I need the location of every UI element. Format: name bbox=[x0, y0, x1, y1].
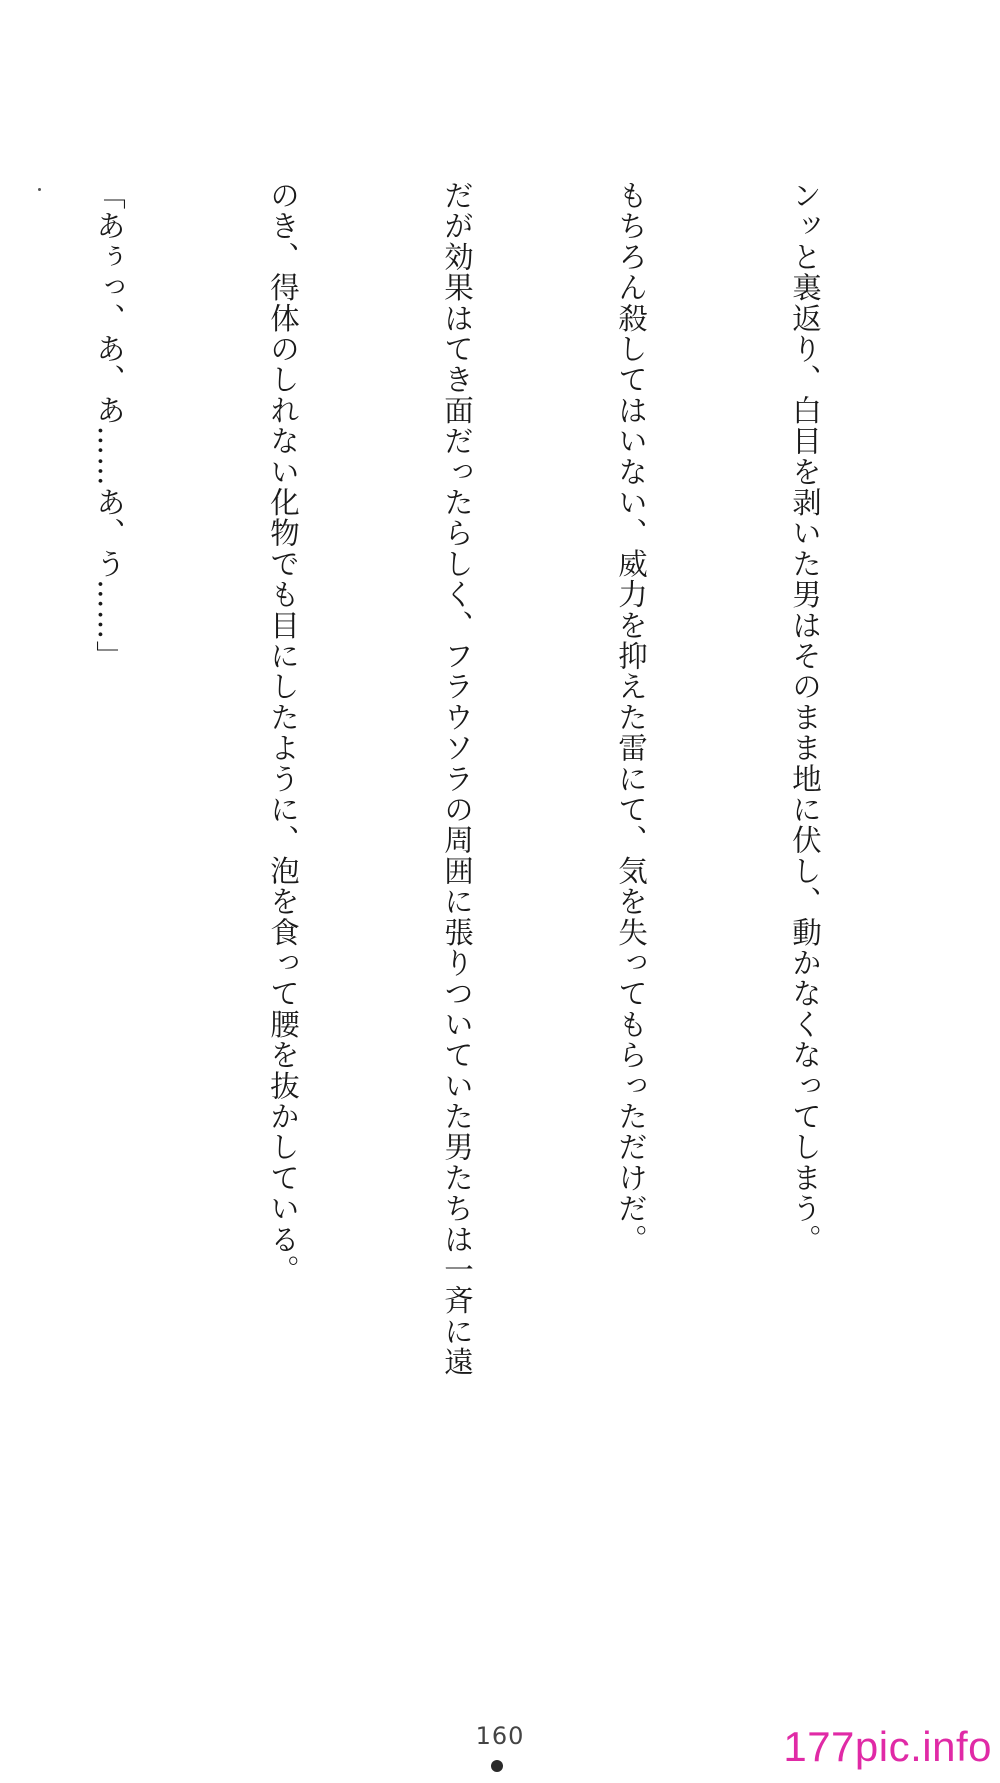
stray-ink-dot bbox=[38, 188, 41, 191]
text-line: もちろん殺してはいない、威力を抑えた雷にて、気を失ってもらっただけだ。 bbox=[614, 180, 648, 1255]
watermark-text: 177pic.info bbox=[783, 1723, 992, 1770]
page-number: 160 bbox=[475, 1722, 525, 1750]
novel-text-column-block bbox=[60, 180, 950, 1470]
page-number-dot bbox=[491, 1760, 503, 1772]
text-line: 「あぅっ、あ、あ……あ、う……」 bbox=[92, 180, 126, 672]
text-line: だが効果はてき面だったらしく、フラウソラの周囲に張りついていた男たちは一斉に遠 bbox=[440, 180, 474, 1378]
text-line: のき、得体のしれない化物でも目にしたように、泡を食って腰を抜かしている。 bbox=[266, 180, 300, 1286]
text-line: ンッと裏返り、白目を剥いた男はそのまま地に伏し、動かなくなってしまう。 bbox=[788, 180, 822, 1255]
